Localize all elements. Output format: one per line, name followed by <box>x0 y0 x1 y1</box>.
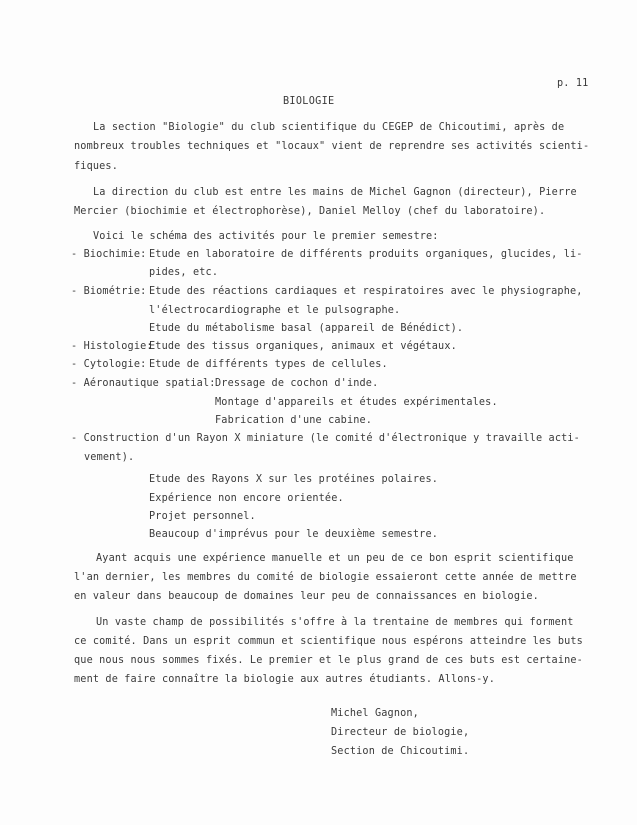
text-line: La direction du club est entre les mains de Michel Gagnon (directeur), Pierre <box>93 187 577 198</box>
text-line: Dressage de cochon d'inde. <box>215 378 379 389</box>
text-line: nombreux troubles techniques et "locaux" vient de reprendre ses activités scienti- <box>74 141 590 152</box>
text-line: Fabrication d'une cabine. <box>215 415 373 426</box>
activity-label: - Biométrie: <box>71 286 147 297</box>
activity-label: - Histologie: <box>71 341 153 352</box>
text-line: Etude des réactions cardiaques et respiratoires avec le physiographe, <box>149 286 583 297</box>
text-line: Expérience non encore orientée. <box>149 493 344 504</box>
text-line: l'an dernier, les membres du comité de biologie essaieront cette année de mettre <box>74 572 577 583</box>
text-line: ment de faire connaître la biologie aux autres étudiants. Allons-y. <box>74 674 495 685</box>
text-line: Etude des Rayons X sur les protéines polaires. <box>149 474 439 485</box>
text-line: Etude de différents types de cellules. <box>149 359 388 370</box>
text-line: pides, etc. <box>149 267 219 278</box>
text-line: Projet personnel. <box>149 511 256 522</box>
text-line: Beaucoup d'imprévus pour le deuxième semestre. <box>149 529 439 540</box>
activity-label: - Cytologie: <box>71 359 147 370</box>
signature-name: Michel Gagnon, <box>331 708 419 719</box>
text-line: La section "Biologie" du club scientifique du CEGEP de Chicoutimi, après de <box>93 122 565 133</box>
text-line: Mercier (biochimie et électrophorèse), Daniel Melloy (chef du laboratoire). <box>74 206 546 217</box>
text-line: fiques. <box>74 161 118 172</box>
text-line: Etude en laboratoire de différents produits organiques, glucides, li- <box>149 249 583 260</box>
signature-section: Section de Chicoutimi. <box>331 746 470 757</box>
text-line: vement). <box>84 452 135 463</box>
text-line: que nous nous sommes fixés. Le premier et le plus grand de ces buts est certaine- <box>74 655 583 666</box>
document-title: BIOLOGIE <box>283 96 335 107</box>
activity-label: - Construction d'un Rayon X miniature (le comité d'électronique y travaille acti- <box>71 433 580 444</box>
text-line: Etude des tissus organiques, animaux et végétaux. <box>149 341 457 352</box>
text-line: l'électrocardiographe et le pulsographe. <box>149 305 401 316</box>
text-line: Montage d'appareils et études expérimentales. <box>215 397 498 408</box>
text-line: Ayant acquis une expérience manuelle et un peu de ce bon esprit scientifique <box>96 553 574 564</box>
schema-intro: Voici le schéma des activités pour le premier semestre: <box>93 231 439 242</box>
text-line: ce comité. Dans un esprit commun et scientifique nous espérons atteindre les buts <box>74 636 583 647</box>
text-line: Etude du métabolisme basal (appareil de Bénédict). <box>149 323 464 334</box>
text-line: en valeur dans beaucoup de domaines leur peu de connaissances en biologie. <box>74 591 539 602</box>
activity-label: - Aéronautique spatial: <box>71 378 216 389</box>
text-line: Un vaste champ de possibilités s'offre à la trentaine de membres qui forment <box>96 617 574 628</box>
page-number: p. 11 <box>557 78 589 89</box>
activity-label: - Biochimie: <box>71 249 147 260</box>
signature-role: Directeur de biologie, <box>331 727 470 738</box>
